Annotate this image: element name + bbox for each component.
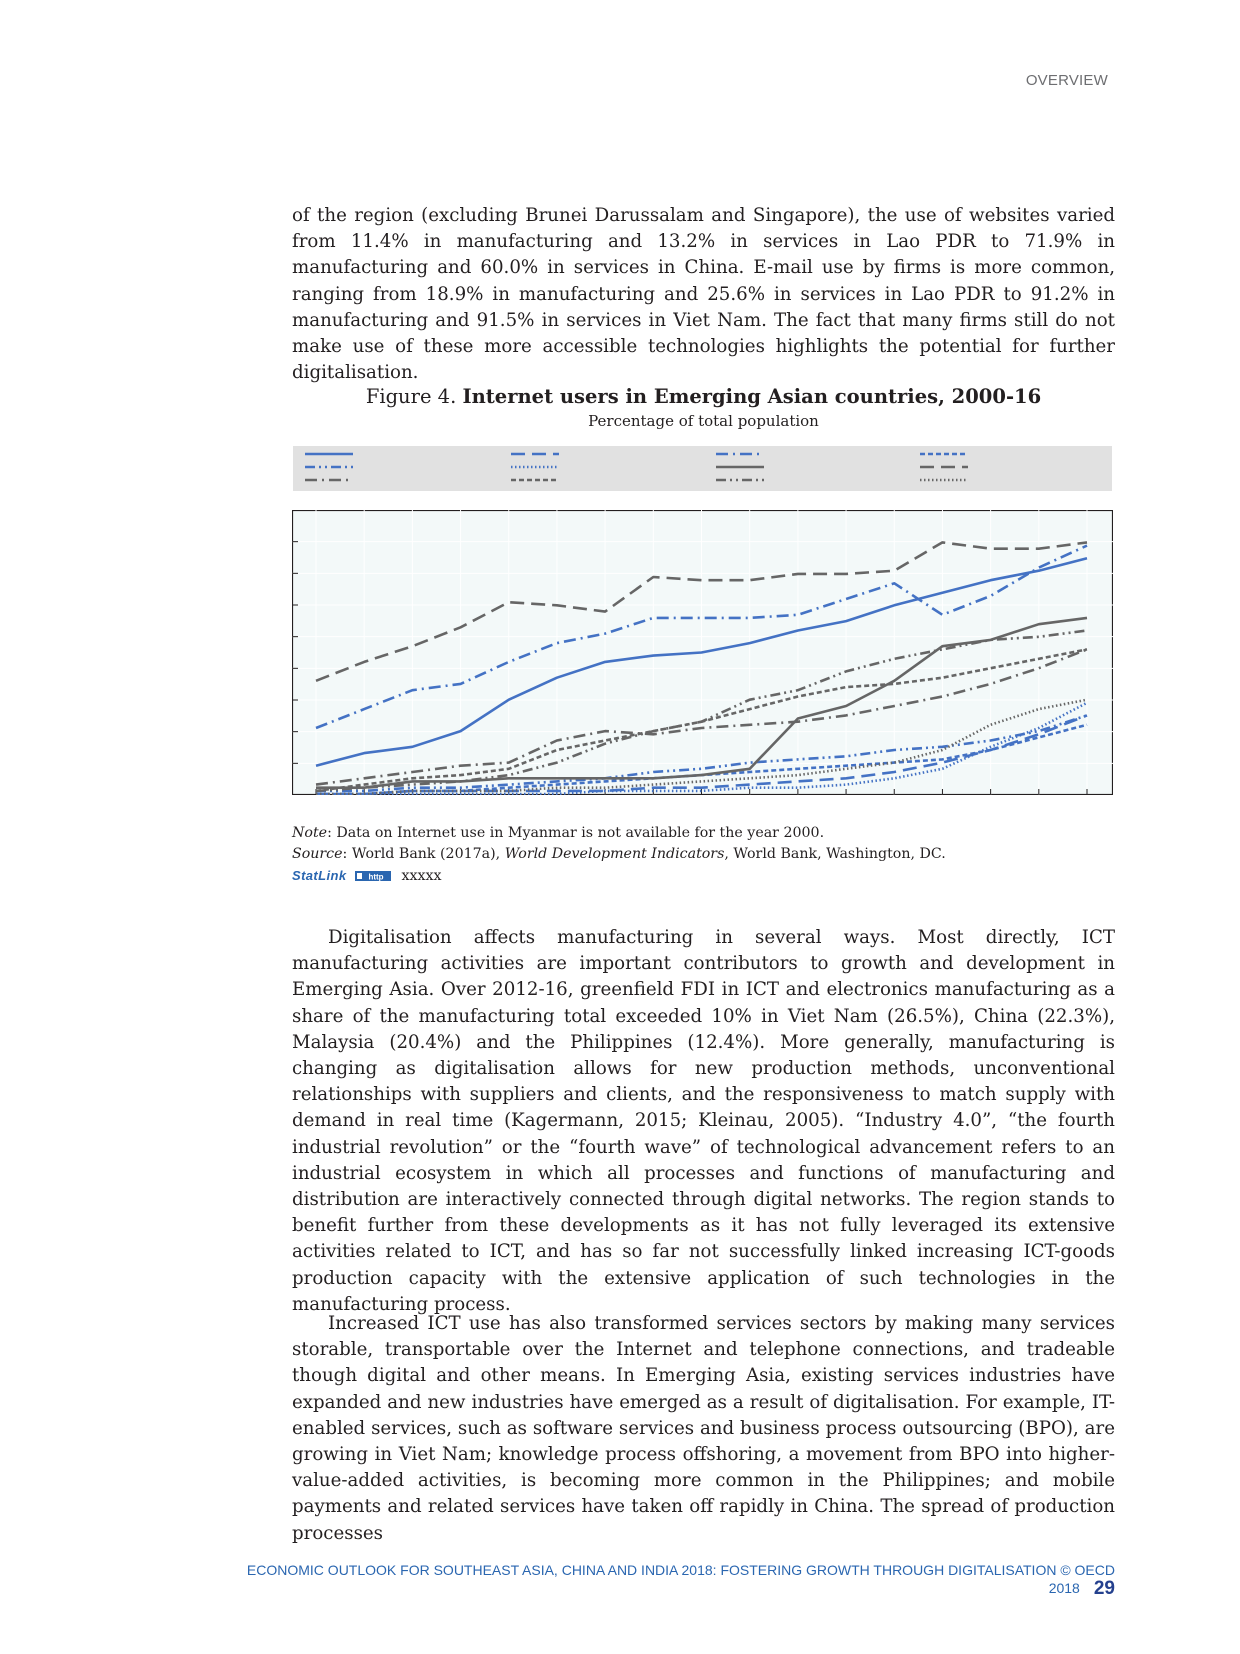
chart-legend-swatches: [293, 446, 1112, 491]
page-footer: [205, 1562, 1115, 1600]
source-post: , World Bank, Washington, DC.: [724, 846, 946, 862]
footer-text: ECONOMIC OUTLOOK FOR SOUTHEAST ASIA, CHINA AND INDIA 2018: FOSTERING GROWTH THROUGH DIGITALISATION © OECD 2018: [246, 1562, 1115, 1596]
note-text: : Data on Internet use in Myanmar is not available for the year 2000.: [327, 825, 825, 841]
figure-title: [292, 385, 1115, 408]
statlink-logo-text: http: [368, 872, 384, 882]
paragraph-1: of the region (excluding Brunei Darussalam and Singapore), the use of websites varied from 11.4% in manufacturing and 13.2% in services in Lao PDR to 71.9% in manufacturing and 60.0% in services in China. E-mail use by firms is more common, ranging from 18.9% in manufacturing and 25.6% in services in Lao PDR to 91.2% in manufacturing and 91.5% in services in Viet Nam. The fact that many firms still do not make use of these more accessible technologies highlights the potential for further digitalisation.: [292, 205, 1115, 384]
statlink-url[interactable]: xxxxx: [401, 868, 442, 884]
figure-source: [292, 844, 1115, 865]
figure-subtitle: Percentage of total population: [588, 412, 819, 430]
page-number: 29: [1093, 1578, 1115, 1599]
chart-legend: [293, 446, 1112, 491]
figure-label: Figure 4.: [365, 385, 457, 408]
statlink-row: [292, 865, 1115, 887]
figure-note: [292, 823, 1115, 844]
line-chart: [292, 510, 1113, 795]
source-pre: : World Bank (2017a),: [342, 846, 505, 862]
statlink-label[interactable]: StatLink: [292, 868, 347, 883]
paragraph-2: Digitalisation affects manufacturing in several ways. Most directly, ICT manufacturing activities are important contributors to growth and development in Emerging Asia. Over 2012-16, greenfield FDI in ICT and electronics manufacturing as a share of the manufacturing total exceeded 10% in Viet Nam (26.5%), China (22.3%), Malaysia (20.4%) and the Philippines (12.4%). More generally, manufacturing is changing as digitalisation allows for new production methods, unconventional relationships with suppliers and clients, and the responsiveness to match supply with demand in real time (Kagermann, 2015; Kleinau, 2005). “Industry 4.0”, “the fourth industrial revolution” or the “fourth wave” of technological advancement refers to an industrial ecosystem in which all processes and functions of manufacturing and distribution are interactively connected through digital networks. The region stands to benefit further from these developments as it has not fully leveraged its extensive activities related to ICT, and has so far not successfully linked increasing ICT-goods production capacity with the extensive application of such technologies in the manufacturing process.: [292, 927, 1115, 1315]
figure-notes: [292, 823, 1115, 887]
source-title: World Development Indicators: [504, 846, 725, 862]
paragraph-3: Increased ICT use has also transformed services sectors by making many services storable, transportable over the Internet and telephone connections, and tradeable though digital and other means. In Emerging Asia, existing services industries have expanded and new industries have emerged as a result of digitalisation. For example, IT-enabled services, such as software services and business process outsourcing (BPO), are growing in Viet Nam; knowledge process offshoring, a movement from BPO into higher-value-added activities, is becoming more common in the Philippines; and mobile payments and related services have taken off rapidly in China. The spread of production processes: [292, 1313, 1115, 1544]
running-head: OVERVIEW: [1025, 72, 1108, 89]
source-label: Source: [292, 846, 343, 862]
note-label: Note: [292, 825, 328, 841]
figure-title-text: Internet users in Emerging Asian countries, 2000-16: [462, 385, 1042, 408]
statlink-logo-icon: [355, 870, 391, 882]
